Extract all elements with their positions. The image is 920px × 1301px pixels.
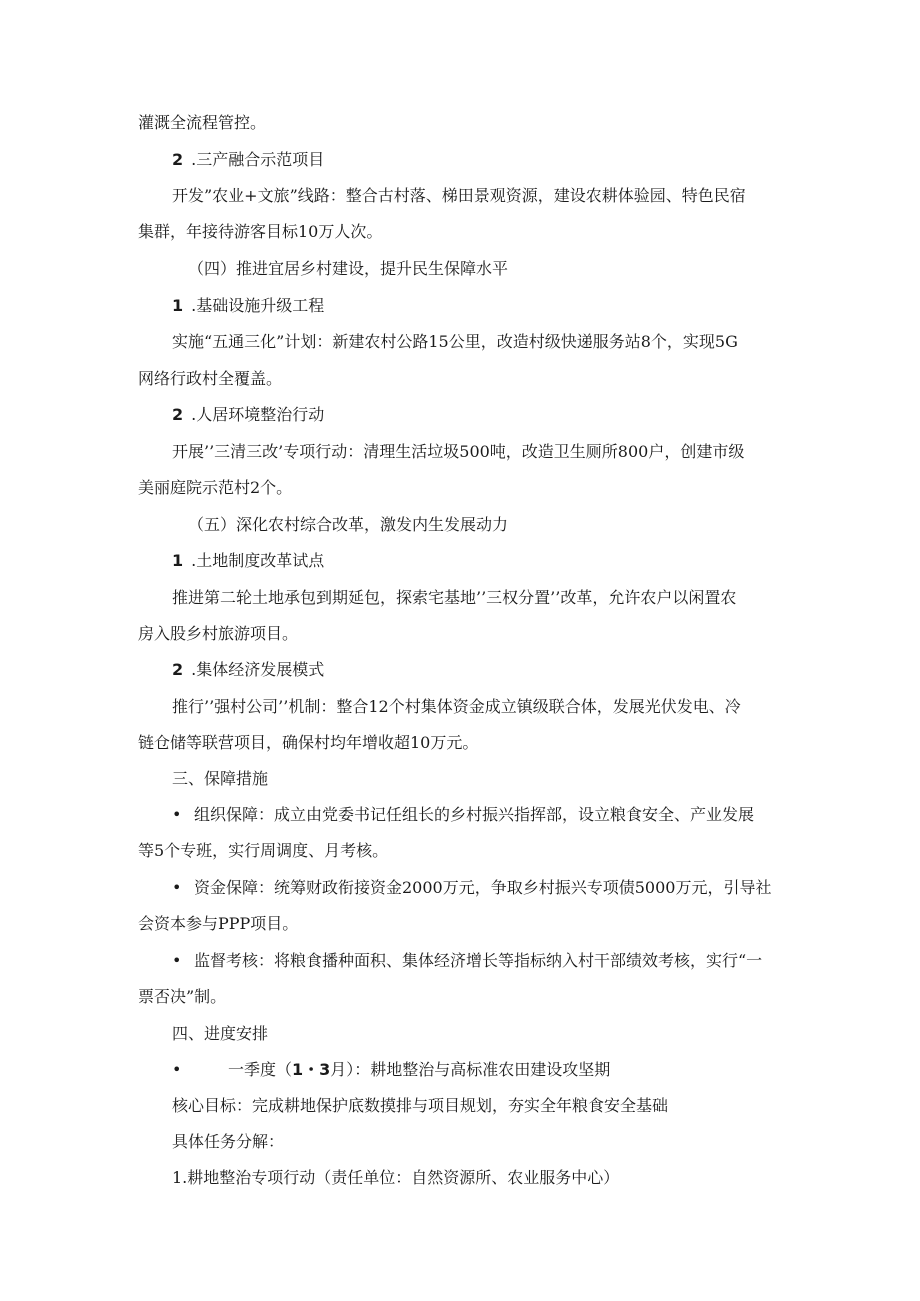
subheading-line	[172, 404, 324, 426]
subheading-text: .土地制度改革试点	[191, 551, 325, 570]
paragraph-line: 实施“五通三化”计划：新建农村公路15公里，改造村级快递服务站8个，实现5G	[172, 332, 738, 351]
schedule-text-a: 一季度（	[228, 1060, 293, 1079]
item-number: 2	[172, 660, 184, 679]
paragraph-line: 开展’’三清三改’专项行动：清理生活垃圾500吨，改造卫生厕所800户，创建市级	[172, 442, 745, 461]
section-heading: 三、保障措施	[172, 769, 269, 788]
paragraph-line: 推进第二轮土地承包到期延包，探索宅基地’’三权分置’’改革，允许农户以闲置农	[172, 588, 737, 607]
paragraph-line: 链仓储等联营项目，确保村均年增收超10万元。	[138, 733, 479, 752]
bullet-line	[172, 950, 762, 972]
paragraph-line: 1.耕地整治专项行动（责任单位：自然资源所、农业服务中心）	[172, 1168, 620, 1187]
subheading-line	[172, 295, 324, 317]
paragraph-line: 美丽庭院示范村2个。	[138, 478, 293, 497]
subheading-line	[172, 659, 324, 681]
subheading-line	[172, 550, 324, 572]
item-number: 2	[172, 405, 184, 424]
bullet-icon: •	[172, 805, 182, 824]
paragraph-line: 核心目标：完成耕地保护底数摸排与项目规划，夯实全年粮食安全基础	[172, 1096, 669, 1115]
paragraph-line: 房入股乡村旅游项目。	[138, 624, 299, 643]
bullet-icon: •	[172, 878, 182, 897]
bullet-line	[172, 804, 754, 826]
bullet-icon: •	[172, 1060, 182, 1079]
section-heading: （五）深化农村综合改革，激发内生发展动力	[188, 515, 509, 534]
paragraph-line: 灌溉全流程管控。	[138, 113, 267, 132]
paragraph-line: 等5个专班，实行周调度、月考核。	[138, 841, 389, 860]
bullet-line	[172, 1059, 610, 1081]
paragraph-line: 开发”农业+文旅”线路：整合古村落、梯田景观资源，建设农耕体验园、特色民宿	[172, 186, 746, 205]
paragraph-line: 会资本参与PPP项目。	[138, 914, 299, 933]
item-number: 1	[172, 296, 184, 315]
subheading-text: .三产融合示范项目	[191, 150, 325, 169]
subheading-text: .人居环境整治行动	[191, 405, 325, 424]
paragraph-line: 网络行政村全覆盖。	[138, 369, 283, 388]
item-number: 2	[172, 150, 184, 169]
paragraph-line: 推行’’强村公司’’机制：整合12个村集体资金成立镇级联合体，发展光伏发电、冷	[172, 697, 741, 716]
bullet-icon: •	[172, 951, 182, 970]
schedule-text-c: 月）：耕地整治与高标准农田建设攻坚期	[330, 1060, 611, 1079]
paragraph-line: 集群，年接待游客目标10万人次。	[138, 222, 383, 241]
subheading-line	[172, 149, 324, 171]
bullet-text: 资金保障：统筹财政衔接资金2000万元，争取乡村振兴专项债5000万元，引导社	[194, 878, 772, 897]
paragraph-line: 具体任务分解：	[172, 1132, 285, 1151]
bullet-text: 组织保障：成立由党委书记任组长的乡村振兴指挥部，设立粮食安全、产业发展	[194, 805, 755, 824]
bullet-text: 监督考核：将粮食播种面积、集体经济增长等指标纳入村干部绩效考核，实行“一	[194, 951, 763, 970]
paragraph-line: 票否决”制。	[138, 987, 227, 1006]
item-number: 1	[172, 551, 184, 570]
subheading-text: .基础设施升级工程	[191, 296, 325, 315]
section-heading: （四）推进宜居乡村建设，提升民生保障水平	[188, 259, 509, 278]
subheading-text: .集体经济发展模式	[191, 660, 325, 679]
bullet-line	[172, 877, 771, 899]
schedule-months: 1・3	[292, 1060, 331, 1079]
section-heading: 四、进度安排	[172, 1024, 269, 1043]
